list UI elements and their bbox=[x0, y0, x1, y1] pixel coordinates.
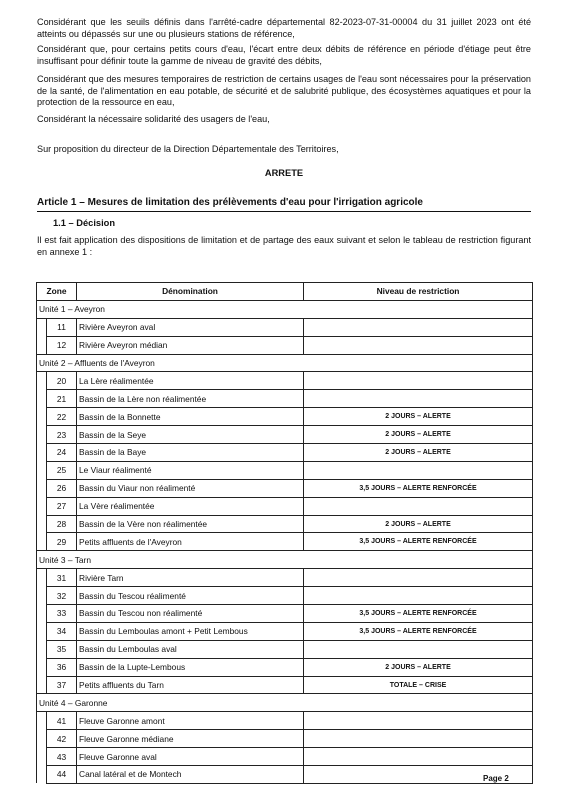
unit-label: Unité 4 – Garonne bbox=[37, 694, 533, 712]
level-cell bbox=[304, 712, 533, 730]
header-zone: Zone bbox=[37, 283, 77, 301]
zone-cell: 37 bbox=[47, 676, 77, 694]
name-cell: Fleuve Garonne amont bbox=[77, 712, 304, 730]
indent-cell bbox=[37, 533, 47, 551]
level-cell bbox=[304, 461, 533, 479]
indent-cell bbox=[37, 748, 47, 766]
unit-row bbox=[37, 300, 533, 318]
table-row bbox=[37, 336, 533, 354]
name-cell: Bassin de la Vère non réalimentée bbox=[77, 515, 304, 533]
name-cell: Bassin de la Lupte-Lembous bbox=[77, 658, 304, 676]
name-cell: Bassin de la Bonnette bbox=[77, 408, 304, 426]
table-row bbox=[37, 390, 533, 408]
indent-cell bbox=[37, 658, 47, 676]
table-row bbox=[37, 444, 533, 462]
indent-cell bbox=[37, 605, 47, 623]
name-cell: Bassin de la Seye bbox=[77, 426, 304, 444]
indent-cell bbox=[37, 730, 47, 748]
table-row bbox=[37, 587, 533, 605]
level-cell bbox=[304, 336, 533, 354]
table-row bbox=[37, 479, 533, 497]
zone-cell: 34 bbox=[47, 622, 77, 640]
level-cell bbox=[304, 569, 533, 587]
zone-cell: 25 bbox=[47, 461, 77, 479]
name-cell: Bassin du Tescou non réalimenté bbox=[77, 605, 304, 623]
indent-cell bbox=[37, 461, 47, 479]
name-cell: Bassin de la Baye bbox=[77, 444, 304, 462]
zone-cell: 24 bbox=[47, 444, 77, 462]
level-cell: 3,5 JOURS – ALERTE RENFORCÉE bbox=[304, 605, 533, 623]
level-cell bbox=[304, 730, 533, 748]
name-cell: Rivière Aveyron aval bbox=[77, 318, 304, 336]
name-cell: Bassin du Viaur non réalimenté bbox=[77, 479, 304, 497]
table-row bbox=[37, 748, 533, 766]
indent-cell bbox=[37, 676, 47, 694]
name-cell: Bassin de la Lère non réalimentée bbox=[77, 390, 304, 408]
table-row bbox=[37, 640, 533, 658]
table-row bbox=[37, 461, 533, 479]
zone-cell: 20 bbox=[47, 372, 77, 390]
table-row bbox=[37, 569, 533, 587]
table-row bbox=[37, 515, 533, 533]
header-denomination: Dénomination bbox=[77, 283, 304, 301]
level-cell bbox=[304, 640, 533, 658]
indent-cell bbox=[37, 587, 47, 605]
level-cell bbox=[304, 390, 533, 408]
zone-cell: 26 bbox=[47, 479, 77, 497]
table-row bbox=[37, 712, 533, 730]
indent-cell bbox=[37, 497, 47, 515]
name-cell: Petits affluents de l'Aveyron bbox=[77, 533, 304, 551]
table-body bbox=[37, 300, 533, 783]
unit-label: Unité 1 – Aveyron bbox=[37, 300, 533, 318]
table-row bbox=[37, 622, 533, 640]
zone-cell: 12 bbox=[47, 336, 77, 354]
indent-cell bbox=[37, 712, 47, 730]
zone-cell: 23 bbox=[47, 426, 77, 444]
unit-label: Unité 2 – Affluents de l'Aveyron bbox=[37, 354, 533, 372]
table-row bbox=[37, 676, 533, 694]
name-cell: Bassin du Lemboulas aval bbox=[77, 640, 304, 658]
paragraph-petits-cours: Considérant que, pour certains petits cours d'eau, l'écart entre deux débits de référence en période d'étiage peut être insuffisant pour définir toute la gamme de niveau de gravité des débits, bbox=[37, 44, 531, 66]
name-cell: La Vère réalimentée bbox=[77, 497, 304, 515]
indent-cell bbox=[37, 766, 47, 784]
paragraph-solidarite: Considérant la nécessaire solidarité des usagers de l'eau, bbox=[37, 114, 270, 124]
section-title: 1.1 – Décision bbox=[53, 218, 116, 228]
name-cell: Le Viaur réalimenté bbox=[77, 461, 304, 479]
restriction-table bbox=[36, 282, 533, 784]
zone-cell: 22 bbox=[47, 408, 77, 426]
table-row bbox=[37, 497, 533, 515]
table-row bbox=[37, 408, 533, 426]
table-row bbox=[37, 426, 533, 444]
indent-cell bbox=[37, 444, 47, 462]
zone-cell: 43 bbox=[47, 748, 77, 766]
indent-cell bbox=[37, 426, 47, 444]
paragraph-mesures: Considérant que des mesures temporaires de restriction de certains usages de l'eau sont nécessaires pour la préservation de la santé, de l'alimentation en eau potable, de sécurité et de salubrité publique, des écosystèmes aquatiques et pour la protection de la ressource en eau, bbox=[37, 74, 531, 108]
table-row bbox=[37, 372, 533, 390]
unit-row bbox=[37, 354, 533, 372]
name-cell: Petits affluents du Tarn bbox=[77, 676, 304, 694]
unit-row bbox=[37, 694, 533, 712]
table-row bbox=[37, 605, 533, 623]
level-cell: 2 JOURS – ALERTE bbox=[304, 426, 533, 444]
zone-cell: 27 bbox=[47, 497, 77, 515]
arrete-heading: ARRETE bbox=[264, 168, 304, 178]
zone-cell: 35 bbox=[47, 640, 77, 658]
indent-cell bbox=[37, 390, 47, 408]
indent-cell bbox=[37, 318, 47, 336]
level-cell bbox=[304, 372, 533, 390]
level-cell: 2 JOURS – ALERTE bbox=[304, 444, 533, 462]
level-cell: 2 JOURS – ALERTE bbox=[304, 408, 533, 426]
indent-cell bbox=[37, 408, 47, 426]
name-cell: Canal latéral et de Montech bbox=[77, 766, 304, 784]
level-cell: 2 JOURS – ALERTE bbox=[304, 658, 533, 676]
zone-cell: 42 bbox=[47, 730, 77, 748]
table-row bbox=[37, 766, 533, 784]
table-row bbox=[37, 730, 533, 748]
name-cell: Rivière Aveyron médian bbox=[77, 336, 304, 354]
indent-cell bbox=[37, 336, 47, 354]
level-cell: 3,5 JOURS – ALERTE RENFORCÉE bbox=[304, 533, 533, 551]
table-row bbox=[37, 533, 533, 551]
name-cell: Rivière Tarn bbox=[77, 569, 304, 587]
level-cell: 3,5 JOURS – ALERTE RENFORCÉE bbox=[304, 622, 533, 640]
unit-label: Unité 3 – Tarn bbox=[37, 551, 533, 569]
level-cell: 3,5 JOURS – ALERTE RENFORCÉE bbox=[304, 479, 533, 497]
level-cell bbox=[304, 497, 533, 515]
indent-cell bbox=[37, 372, 47, 390]
table-row bbox=[37, 658, 533, 676]
zone-cell: 36 bbox=[47, 658, 77, 676]
unit-row bbox=[37, 551, 533, 569]
paragraph-proposition: Sur proposition du directeur de la Direction Départementale des Territoires, bbox=[37, 144, 339, 154]
zone-cell: 44 bbox=[47, 766, 77, 784]
indent-cell bbox=[37, 569, 47, 587]
zone-cell: 41 bbox=[47, 712, 77, 730]
indent-cell bbox=[37, 479, 47, 497]
table-row bbox=[37, 318, 533, 336]
article-title: Article 1 – Mesures de limitation des prélèvements d'eau pour l'irrigation agricole bbox=[37, 197, 531, 212]
level-cell: 2 JOURS – ALERTE bbox=[304, 515, 533, 533]
zone-cell: 28 bbox=[47, 515, 77, 533]
name-cell: Fleuve Garonne médiane bbox=[77, 730, 304, 748]
name-cell: La Lère réalimentée bbox=[77, 372, 304, 390]
zone-cell: 11 bbox=[47, 318, 77, 336]
indent-cell bbox=[37, 515, 47, 533]
intro-paragraph: Il est fait application des dispositions de limitation et de partage des eaux suivant et selon le tableau de restriction figurant en annexe 1 : bbox=[37, 235, 531, 257]
name-cell: Bassin du Lemboulas amont + Petit Lembous bbox=[77, 622, 304, 640]
level-cell bbox=[304, 587, 533, 605]
zone-cell: 29 bbox=[47, 533, 77, 551]
level-cell bbox=[304, 318, 533, 336]
indent-cell bbox=[37, 640, 47, 658]
zone-cell: 32 bbox=[47, 587, 77, 605]
name-cell: Bassin du Tescou réalimenté bbox=[77, 587, 304, 605]
page-number: Page 2 bbox=[483, 774, 509, 783]
level-cell: TOTALE – CRISE bbox=[304, 676, 533, 694]
indent-cell bbox=[37, 622, 47, 640]
table-header-row bbox=[37, 283, 533, 301]
paragraph-seuils: Considérant que les seuils définis dans l'arrêté-cadre départemental 82-2023-07-31-00004 du 31 juillet 2023 ont été atteints ou dépassés sur une ou plusieurs stations de référence, bbox=[37, 17, 531, 39]
header-niveau: Niveau de restriction bbox=[304, 283, 533, 301]
name-cell: Fleuve Garonne aval bbox=[77, 748, 304, 766]
level-cell bbox=[304, 748, 533, 766]
zone-cell: 31 bbox=[47, 569, 77, 587]
zone-cell: 33 bbox=[47, 605, 77, 623]
zone-cell: 21 bbox=[47, 390, 77, 408]
